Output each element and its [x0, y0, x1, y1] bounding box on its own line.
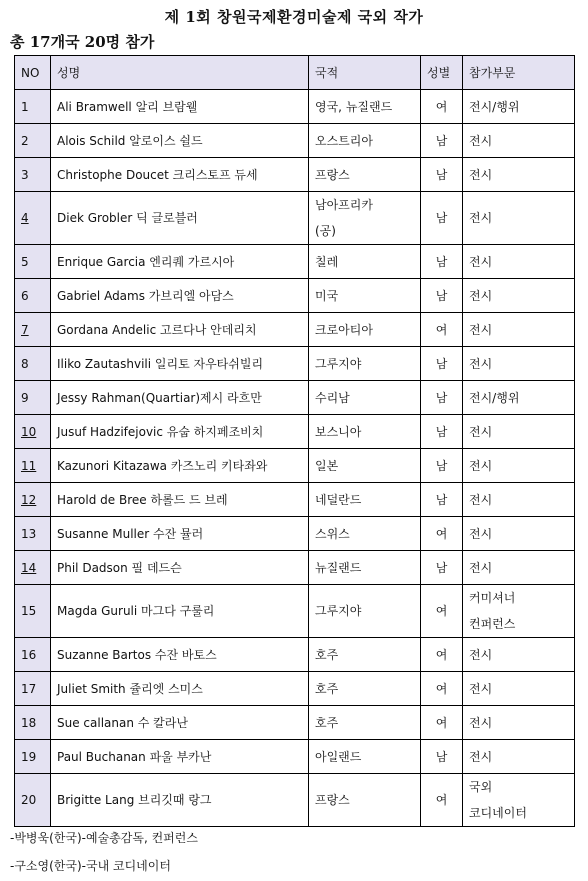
row-country: 프랑스 [309, 158, 421, 192]
row-sex: 여 [421, 672, 463, 706]
row-sex: 남 [421, 158, 463, 192]
row-no: 10 [21, 424, 37, 439]
row-country: 오스트리아 [309, 124, 421, 158]
footnote: -구소영(한국)-국내 코디네이터 [10, 859, 171, 873]
table-row [15, 381, 575, 415]
row-sex: 남 [421, 740, 463, 774]
row-sex: 여 [421, 706, 463, 740]
row-part-line1: 국외 [469, 780, 493, 794]
row-sex: 여 [421, 585, 463, 638]
table-row [15, 638, 575, 672]
row-no: 14 [21, 560, 37, 575]
row-country: 수리남 [309, 381, 421, 415]
row-name: Enrique Garcia 엔리퀘 가르시아 [51, 245, 309, 279]
row-no: 9 [15, 381, 51, 415]
artist-table [14, 55, 575, 827]
row-no: 7 [21, 322, 29, 337]
row-part: 전시 [463, 638, 575, 672]
row-country: 칠레 [309, 245, 421, 279]
row-part: 전시 [463, 158, 575, 192]
page-title: 제 1회 창원국제환경미술제 국외 작가 [164, 8, 424, 26]
footnote: -박병욱(한국)-예술총감독, 컨퍼런스 [10, 831, 198, 845]
row-part: 전시 [463, 740, 575, 774]
table-row [15, 449, 575, 483]
row-sex: 남 [421, 245, 463, 279]
row-sex: 남 [421, 381, 463, 415]
row-sex: 남 [421, 124, 463, 158]
table-row [15, 585, 575, 638]
row-country: 그루지야 [309, 585, 421, 638]
row-country: 미국 [309, 279, 421, 313]
row-no: 2 [15, 124, 51, 158]
row-name: Christophe Doucet 크리스토프 듀세 [51, 158, 309, 192]
row-name: Diek Grobler 딕 글로블러 [51, 192, 309, 245]
table-row [15, 672, 575, 706]
row-sex: 남 [421, 449, 463, 483]
row-no: 11 [21, 458, 37, 473]
row-name: Gabriel Adams 가브리엘 아담스 [51, 279, 309, 313]
table-row [15, 347, 575, 381]
row-part: 전시 [463, 124, 575, 158]
row-part: 전시 [463, 347, 575, 381]
row-name: Juliet Smith 쥴리엣 스미스 [51, 672, 309, 706]
table-row [15, 415, 575, 449]
row-part: 전시 [463, 551, 575, 585]
row-name: Phil Dadson 필 데드슨 [51, 551, 309, 585]
row-country-line1: 남아프리카 [315, 198, 373, 212]
row-country: 크로아티아 [309, 313, 421, 347]
table-row [15, 245, 575, 279]
row-sex: 여 [421, 313, 463, 347]
row-name: Iliko Zautashvili 일리토 자우타쉬빌리 [51, 347, 309, 381]
row-country: 뉴질랜드 [309, 551, 421, 585]
row-part: 전시 [463, 449, 575, 483]
row-name: Kazunori Kitazawa 카즈노리 키타좌와 [51, 449, 309, 483]
row-name: Harold de Bree 하롤드 드 브레 [51, 483, 309, 517]
row-part: 전시 [463, 517, 575, 551]
row-no: 3 [15, 158, 51, 192]
row-no: 15 [15, 585, 51, 638]
row-name: Magda Guruli 마그다 구룰리 [51, 585, 309, 638]
row-name: Gordana Andelic 고르다나 안데리치 [51, 313, 309, 347]
row-country [309, 192, 421, 245]
row-sex: 남 [421, 483, 463, 517]
row-part: 전시/행위 [463, 381, 575, 415]
row-country: 스위스 [309, 517, 421, 551]
table-row [15, 483, 575, 517]
header-name: 성명 [51, 56, 309, 90]
row-part: 전시 [463, 313, 575, 347]
row-sex: 여 [421, 90, 463, 124]
row-part [463, 774, 575, 827]
row-sex: 남 [421, 279, 463, 313]
row-name: Ali Bramwell 알리 브람웰 [51, 90, 309, 124]
row-part-line1: 커미셔너 [469, 591, 516, 605]
row-no: 16 [15, 638, 51, 672]
row-no: 8 [15, 347, 51, 381]
header-sex: 성별 [421, 56, 463, 90]
row-country: 호주 [309, 706, 421, 740]
row-no: 13 [15, 517, 51, 551]
table-row [15, 192, 575, 245]
row-no: 6 [15, 279, 51, 313]
table-row [15, 774, 575, 827]
row-no: 17 [15, 672, 51, 706]
row-sex: 남 [421, 415, 463, 449]
row-part: 전시 [463, 415, 575, 449]
row-country: 아일랜드 [309, 740, 421, 774]
table-row [15, 517, 575, 551]
table-row [15, 740, 575, 774]
row-name: Jusuf Hadzifejovic 유숩 하지페조비치 [51, 415, 309, 449]
row-part: 전시 [463, 279, 575, 313]
row-part: 전시 [463, 483, 575, 517]
row-sex: 여 [421, 638, 463, 672]
table-body [15, 90, 575, 827]
row-name: Sue callanan 수 칼라난 [51, 706, 309, 740]
row-country: 일본 [309, 449, 421, 483]
header-part: 참가부문 [463, 56, 575, 90]
row-sex: 남 [421, 551, 463, 585]
table-row [15, 124, 575, 158]
row-no: 12 [21, 492, 37, 507]
row-part: 전시/행위 [463, 90, 575, 124]
table-row [15, 551, 575, 585]
row-name: Suzanne Bartos 수잔 바토스 [51, 638, 309, 672]
header-no: NO [15, 56, 51, 90]
row-sex: 여 [421, 517, 463, 551]
row-country: 호주 [309, 638, 421, 672]
row-part: 전시 [463, 192, 575, 245]
table-row [15, 706, 575, 740]
row-country: 그루지야 [309, 347, 421, 381]
row-no: 5 [15, 245, 51, 279]
row-no: 18 [15, 706, 51, 740]
row-part: 전시 [463, 672, 575, 706]
row-no: 1 [15, 90, 51, 124]
row-sex: 여 [421, 774, 463, 827]
row-name: Alois Schild 알로이스 쉴드 [51, 124, 309, 158]
row-name: Susanne Muller 수잔 뮬러 [51, 517, 309, 551]
header-country: 국적 [309, 56, 421, 90]
row-sex: 남 [421, 347, 463, 381]
row-part-line2: 코디네이터 [469, 806, 527, 820]
row-part [463, 585, 575, 638]
row-no: 4 [21, 211, 29, 225]
row-name: Brigitte Lang 브리깃때 랑그 [51, 774, 309, 827]
row-country: 호주 [309, 672, 421, 706]
row-part-line2: 컨퍼런스 [469, 617, 516, 631]
page-subtitle: 총 17개국 20명 참가 [10, 33, 155, 51]
row-sex: 남 [421, 192, 463, 245]
table-header-row [15, 56, 575, 90]
table-row [15, 279, 575, 313]
row-name: Paul Buchanan 파울 부카난 [51, 740, 309, 774]
row-country: 네덜란드 [309, 483, 421, 517]
table-row [15, 158, 575, 192]
row-country-line2: (공) [315, 224, 336, 238]
row-no: 20 [15, 774, 51, 827]
row-part: 전시 [463, 245, 575, 279]
row-country: 보스니아 [309, 415, 421, 449]
table-row [15, 313, 575, 347]
row-country: 영국, 뉴질랜드 [309, 90, 421, 124]
row-part: 전시 [463, 706, 575, 740]
row-name: Jessy Rahman(Quartiar)제시 라흐만 [51, 381, 309, 415]
row-no: 19 [15, 740, 51, 774]
table-row [15, 90, 575, 124]
row-country: 프랑스 [309, 774, 421, 827]
